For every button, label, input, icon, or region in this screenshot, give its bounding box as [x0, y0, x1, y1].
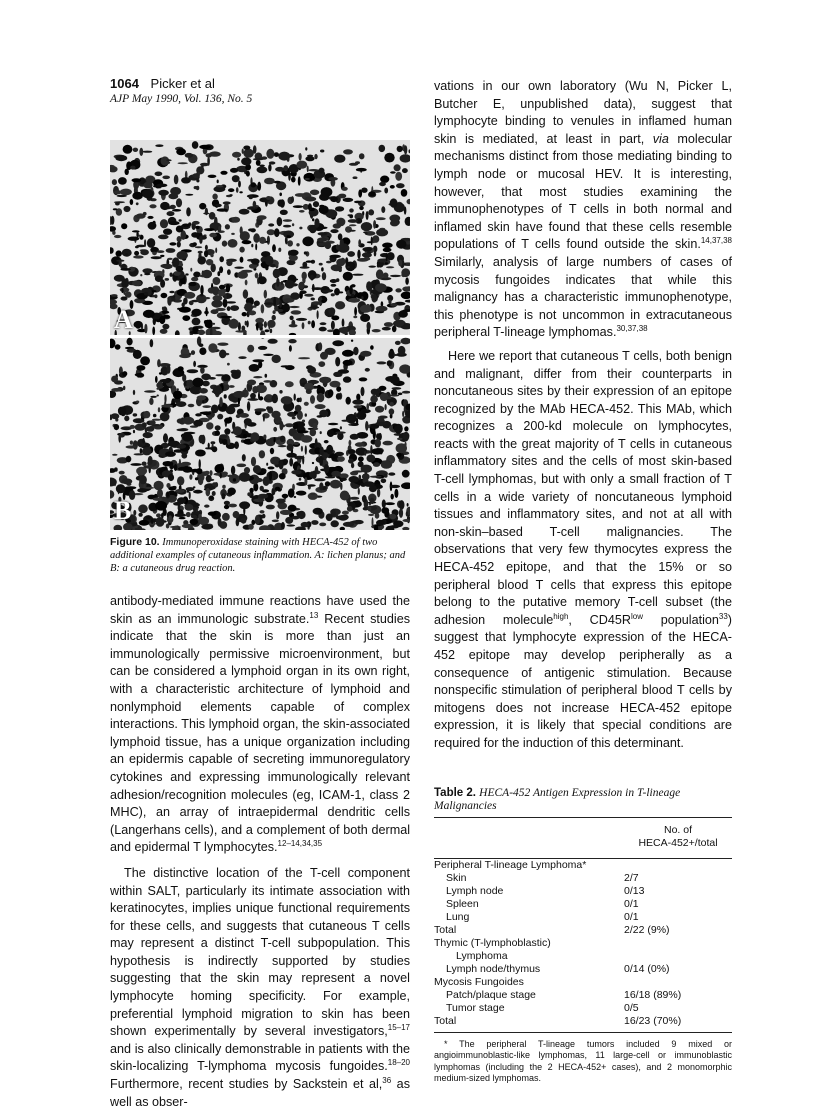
right-column	[434, 78, 732, 1085]
table-row: Patch/plaque stage 16/18 (89%)	[446, 988, 682, 1001]
table-2	[434, 787, 732, 1085]
table-row: Total 16/23 (70%)	[434, 1014, 682, 1027]
table-row: Total 2/22 (9%)	[434, 923, 670, 936]
table-title: Table 2. HECA-452 Antigen Expression in T-lineage Malignancies	[434, 786, 681, 812]
table-row: Skin 2/7	[446, 871, 639, 884]
figure-10	[110, 140, 410, 530]
caption-label: Figure 10.	[110, 536, 160, 548]
table-bottom-rule	[434, 1032, 732, 1033]
left-paragraph-2: The distinctive location of the T-cell component within SALT, particularly its intimate association with keratinocytes, implies unique functional requirements for these cells, and suggests that cutaneous T cells may represent a distinct T-cell subpopulation. This hypothesis is indirectly supported by studies suggesting that the skin may represent a novel lymphocyte homing specificity. For example, preferential lymphoid migration to skin has been shown experimentally by several investigators,$^{15-17}$ and is also clinically demonstrable in patients with the skin-localizing T-lymphoma mycosis fungoides.$^{18-20}$ Furthermore, recent studies by Sackstein et al,$^{36}$ as well as obser-	[110, 865, 410, 1109]
table-row: Mycosis Fungoides	[434, 975, 524, 988]
table-row: Lymph node 0/13	[446, 884, 645, 897]
table-column-header: No. of HECA-452+/total	[638, 823, 718, 849]
right-paragraph-1: vations in our own laboratory (Wu N, Picker L, Butcher E, unpublished data), suggest that lymphocyte binding to venules in inflamed human skin is mediated, at least in part, via molecular mechanisms distinct from those mediating binding to lymph node or mucosal HEV. It is interesting, however, that most studies examining the immunophenotypes of T cells in both normal and inflamed skin have found that these cells resemble populations of T cells found outside the skin.$^{14,37,38}$ Similarly, analysis of large numbers of cases of mycosis fungoides indicates that while this malignancy has a characteristic immunophenotype, this phenotype is not uncommon in extracutaneous peripheral T-lineage lymphomas.$^{30,37,38}$	[434, 79, 733, 340]
running-header	[110, 76, 252, 105]
table-row: Spleen 0/1	[446, 897, 639, 910]
table-row: Tumor stage 0/5	[446, 1001, 639, 1014]
running-authors: Picker et al	[150, 76, 215, 91]
left-column	[110, 140, 410, 1111]
table-row: Thymic (T-lymphoblastic)	[434, 936, 551, 949]
panel-a-label: A	[114, 305, 133, 334]
table-row: Lymphoma	[456, 949, 508, 962]
table-row: Peripheral T-lineage Lymphoma*	[434, 858, 587, 871]
table-footnote: * The peripheral T-lineage tumors included 9 mixed or angioimmunoblastic-like lymphomas, 11 large-cell or immunoblastic lymphomas (including the 2 HECA-452+ cases), and 2 monomorphic medium-sized lymphomas.	[434, 1038, 732, 1084]
left-paragraph-1: antibody-mediated immune reactions have used the skin as an immunologic substrate.$^{13}$ Recent studies indicate that the skin is more than just an immunologically permissive microenvironment, but can be considered a lymphoid organ in its own right, with a characteristic architecture of lymphoid and nonlymphoid elements capable of complex interactions. This lymphoid organ, the skin-associated lymphoid tissue, has a unique organization including an epidermis capable of secreting immunoregulatory cytokines and expressing immunologically relevant adhesion/recognition molecules (eg, ICAM-1, class 2 MHC), an array of intraepidermal dendritic cells (Langerhans cells), and a complement of both dermal and epidermal T lymphocytes.$^{12-14,34,35}$	[110, 594, 410, 855]
caption-text: Immunoperoxidase staining with HECA-452 of two additional examples of cutaneous inflammation. A: lichen planus; and B: a cutaneous drug reaction.	[110, 537, 406, 574]
table-row: Lymph node/thymus 0/14 (0%)	[446, 962, 670, 975]
panel-b-label: B	[114, 496, 132, 525]
right-paragraph-2: Here we report that cutaneous T cells, both benign and malignant, differ from their counterparts in noncutaneous sites by their expression of an epitope recognized by the MAb HECA-452. This MAb, which recognizes a 200-kd molecule on lymphocytes, reacts with the great majority of T cells in cutaneous inflammatory sites and the cells of most skin-based T-cell lymphomas, but with only a small fraction of T cells in a wide variety of noncutaneous lymphoid tissues and inflammatory sites, and not at all with non-skin–based T-cell malignancies. The observations that very few thymocytes express the HECA-452 epitope, and that the 15% or so peripheral blood T cells that express this epitope belong to the putative memory T-cell subset (the adhesion molecule$^{high}$, $CD45R^{low}$ population$^{33}$) suggest that lymphocyte expression of the HECA-452 epitope may develop peripherally as a consequence of antigenic stimulation. Because nonspecific stimulation of peripheral blood T cells by mitogens does not increase HECA-452 epitope expression, it is likely that special conditions are required for the induction of this determinant.	[434, 348, 732, 750]
table-body	[434, 859, 732, 1028]
journal-citation: AJP May 1990, Vol. 136, No. 5	[110, 93, 253, 105]
page-number: 1064	[110, 76, 139, 91]
table-row: Lung 0/1	[446, 910, 639, 923]
micrograph-image	[110, 140, 410, 530]
figure-caption	[110, 536, 410, 575]
